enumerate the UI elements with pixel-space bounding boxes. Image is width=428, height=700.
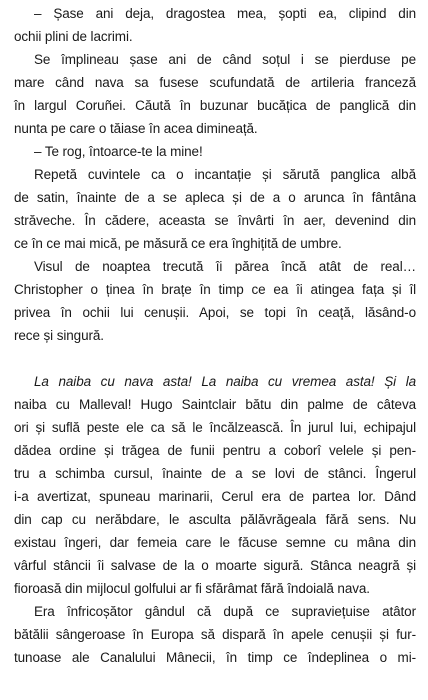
text-line: ce în ce mai mică, pe măsură ce era înghițită de umbre.	[14, 236, 342, 251]
text-line: de satin, înainte de a se apleca și de a o arunca în fântâna	[14, 190, 416, 205]
text-line: ori și suflă peste ele ca să le încălzească. În jurul lui, echipajul	[14, 420, 416, 435]
text-line: privea în ochii lui cenușii. Apoi, se topi în ceață, lăsând-o	[14, 305, 416, 320]
text-line	[14, 370, 416, 393]
text-line: Visul de noaptea trecută îi părea încă atât de real…	[34, 259, 416, 274]
text-line: ochii plini de lacrimi.	[14, 29, 133, 44]
text-line: rece și singură.	[14, 328, 104, 343]
text-line: – Te rog, întoarce-te la mine!	[34, 144, 203, 159]
text-line: vârful stâncii îi salvase de la o moarte sigură. Stânca neagră și	[14, 558, 416, 573]
text-line: Christopher o ținea în brațe în timp ce ea îi atingea fața și îl	[14, 282, 416, 297]
text-line: tru a schimba cursul, înainte de a se lovi de stânci. Îngerul	[14, 466, 416, 481]
text-line: Repetă cuvintele ca o incantație și sărută panglica albă	[34, 167, 416, 182]
italic-text: La naiba cu nava asta! La naiba cu vremea asta! Și la	[34, 374, 416, 389]
text-line: bătălii sângeroase în Europa să dispară în apele cenușii și fur-	[14, 627, 416, 642]
text-line: i-a avertizat, spuneau marinarii, Cerul era de partea lor. Dând	[14, 489, 416, 504]
text-line: existau îngeri, dar femeia care le făcuse semne cu mâna din	[14, 535, 416, 550]
text-line: naiba cu Malleval! Hugo Saintclair bătu din palme de câteva	[14, 397, 416, 412]
text-line: în largul Coruñei. Căută în buzunar bucățica de panglică din	[14, 98, 416, 113]
text-line: dădea ordine și trăgea de funii pentru a coborî velele și pen-	[14, 443, 416, 458]
text-line: tunoase ale Canalului Mânecii, în timp ce îndeplinea o mi-	[14, 650, 416, 665]
text-line: nunta pe care o tăiase în acea dimineață.	[14, 121, 258, 136]
text-line: Se împlineau șase ani de când soțul i se pierduse pe	[34, 52, 416, 67]
text-line: – Șase ani deja, dragostea mea, șopti ea, clipind din	[34, 6, 416, 21]
text-line: Era înfricoșător gândul că după ce supraviețuise atâtor	[34, 604, 416, 619]
text-line: din cap cu nerăbdare, le asculta pălăvrăgeala fără sens. Nu	[14, 512, 416, 527]
text-line: fioroasă din mijlocul golfului ar fi sfărâmat fără îndoială nava.	[14, 581, 370, 596]
text-line: mare când nava sa fusese scufundată de artileria franceză	[14, 75, 416, 90]
text-line: străveche. În cădere, aceasta se învârti în aer, devenind din	[14, 213, 416, 228]
